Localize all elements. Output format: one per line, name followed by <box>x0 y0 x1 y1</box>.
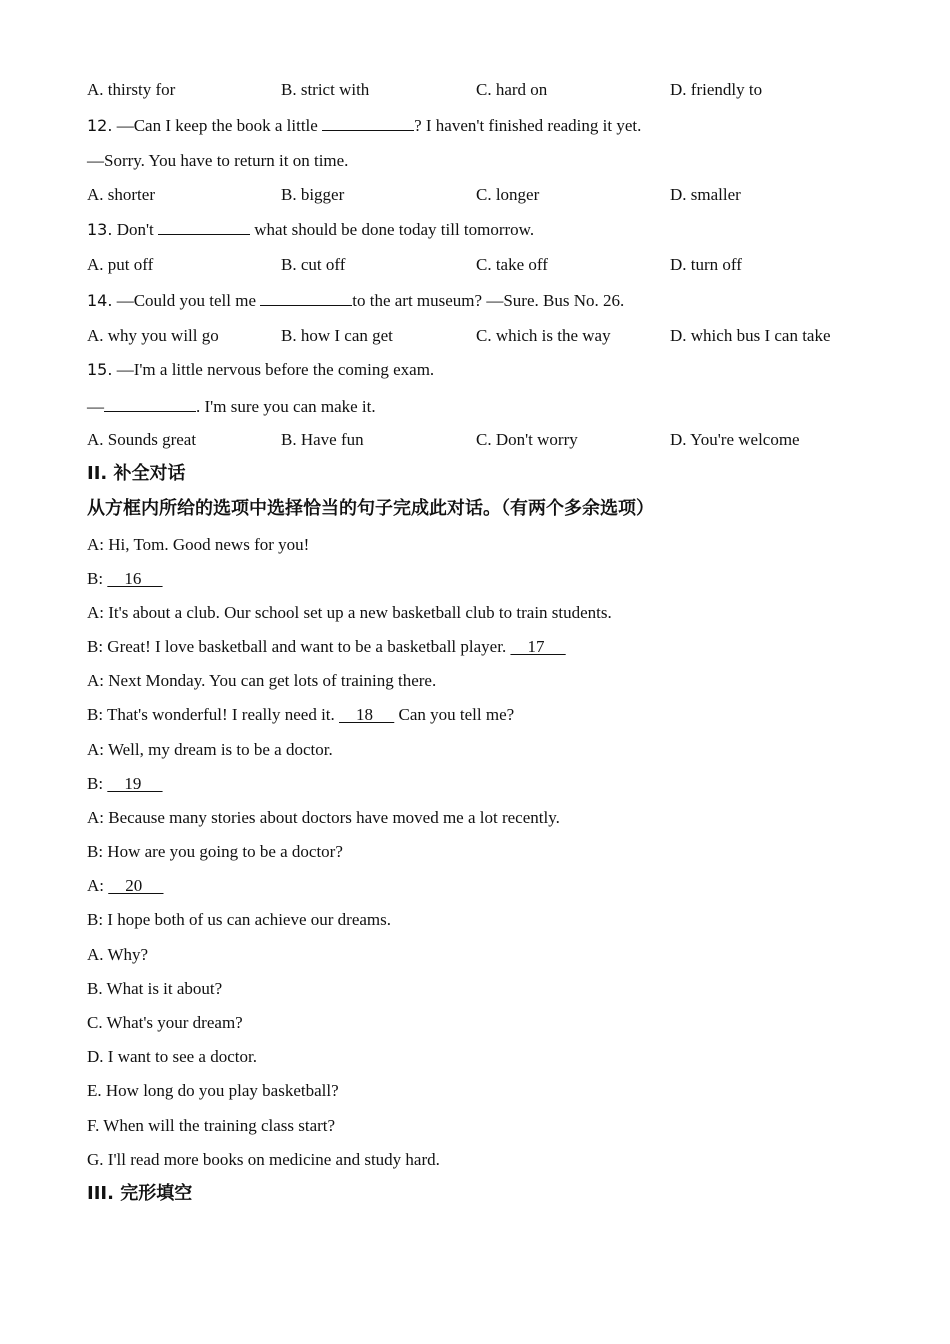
dialogue-line-10: B: How are you going to be a doctor? <box>87 842 343 861</box>
q15-option-b: B. Have fun <box>281 430 364 449</box>
q15-reply <box>87 396 376 417</box>
q12-option-b: B. bigger <box>281 185 345 204</box>
q11-option-a: A. thirsty for <box>87 80 176 99</box>
choice-f: F. When will the training class start? <box>87 1116 336 1135</box>
q14-option-b: B. how I can get <box>281 326 393 345</box>
q11-option-b: B. strict with <box>281 80 370 99</box>
q15-option-c: C. Don't worry <box>476 430 578 449</box>
choice-g: G. I'll read more books on medicine and study hard. <box>87 1150 440 1169</box>
blank-20: 20 <box>108 876 164 895</box>
section-2-instruction: 从方框内所给的选项中选择恰当的句子完成此对话。（有两个多余选项） <box>87 498 654 519</box>
q14-options <box>87 326 867 346</box>
q14-text-pre: —Could you tell me <box>116 291 261 310</box>
dialogue-line-7: A: Well, my dream is to be a doctor. <box>87 740 333 759</box>
q13-blank <box>158 219 250 235</box>
q14-number: 14. <box>87 291 113 310</box>
blank-19: 19 <box>107 774 163 793</box>
dialogue-text: B: That's wonderful! I really need it. <box>87 705 340 724</box>
q15-number: 15. <box>87 360 113 379</box>
q12-text-b: ? I haven't finished reading it yet. <box>414 116 642 135</box>
dialogue-line-9: A: Because many stories about doctors have moved me a lot recently. <box>87 808 560 827</box>
q12-option-c: C. longer <box>476 185 540 204</box>
q13-option-a: A. put off <box>87 255 154 274</box>
q12-option-a: A. shorter <box>87 185 155 204</box>
dialogue-speaker: B: <box>87 569 108 588</box>
q15-blank <box>104 396 196 412</box>
q11-option-d: D. friendly to <box>670 80 763 99</box>
q13-options <box>87 255 867 275</box>
dialogue-line-8 <box>87 774 163 794</box>
q15-option-d: D. You're welcome <box>670 430 800 449</box>
q12-blank <box>322 115 414 131</box>
q14-option-d: D. which bus I can take <box>670 326 831 345</box>
q14-stem <box>87 290 624 311</box>
q12-stem <box>87 115 641 136</box>
dialogue-text: B: Great! I love basketball and want to be a basketball player. <box>87 637 511 656</box>
dialogue-text: Can you tell me? <box>394 705 515 724</box>
dialogue-line-6 <box>87 705 514 725</box>
q11-options <box>87 80 867 100</box>
choice-e: E. How long do you play basketball? <box>87 1081 339 1100</box>
section-3-title: III. 完形填空 <box>87 1183 193 1204</box>
q12-options <box>87 185 867 205</box>
q15-reply-pre: — <box>87 397 104 416</box>
q15-text: —I'm a little nervous before the coming exam. <box>116 360 435 379</box>
dialogue-line-11 <box>87 876 164 896</box>
dialogue-line-1: A: Hi, Tom. Good news for you! <box>87 535 310 554</box>
q12-reply: —Sorry. You have to return it on time. <box>87 151 349 170</box>
q14-blank <box>260 290 352 306</box>
q15-reply-post: . I'm sure you can make it. <box>196 397 376 416</box>
q13-option-b: B. cut off <box>281 255 346 274</box>
q11-option-c: C. hard on <box>476 80 548 99</box>
blank-16: 16 <box>107 569 163 588</box>
dialogue-line-2 <box>87 569 163 589</box>
q14-option-c: C. which is the way <box>476 326 611 345</box>
q14-option-a: A. why you will go <box>87 326 219 345</box>
section-2-title: II. 补全对话 <box>87 463 186 484</box>
blank-18: 18 <box>339 705 395 724</box>
choice-d: D. I want to see a doctor. <box>87 1047 257 1066</box>
q12-option-d: D. smaller <box>670 185 741 204</box>
q14-text-post: to the art museum? —Sure. Bus No. 26. <box>352 291 625 310</box>
dialogue-speaker: A: <box>87 876 109 895</box>
choice-b: B. What is it about? <box>87 979 223 998</box>
dialogue-line-3: A: It's about a club. Our school set up a new basketball club to train students. <box>87 603 612 622</box>
q13-text-post: what should be done today till tomorrow. <box>250 220 535 239</box>
q13-text-pre: Don't <box>116 220 159 239</box>
choice-a: A. Why? <box>87 945 149 964</box>
q13-option-d: D. turn off <box>670 255 742 274</box>
dialogue-line-4 <box>87 637 566 657</box>
q15-options <box>87 430 867 450</box>
q13-option-c: C. take off <box>476 255 548 274</box>
q15-option-a: A. Sounds great <box>87 430 197 449</box>
q12-number: 12. <box>87 116 113 135</box>
q15-stem <box>87 360 434 380</box>
dialogue-line-12: B: I hope both of us can achieve our dreams. <box>87 910 392 929</box>
q13-number: 13. <box>87 220 113 239</box>
q12-text-a: —Can I keep the book a little <box>116 116 323 135</box>
blank-17: 17 <box>510 637 566 656</box>
q13-stem <box>87 219 534 240</box>
choice-c: C. What's your dream? <box>87 1013 243 1032</box>
dialogue-line-5: A: Next Monday. You can get lots of training there. <box>87 671 437 690</box>
dialogue-speaker: B: <box>87 774 108 793</box>
